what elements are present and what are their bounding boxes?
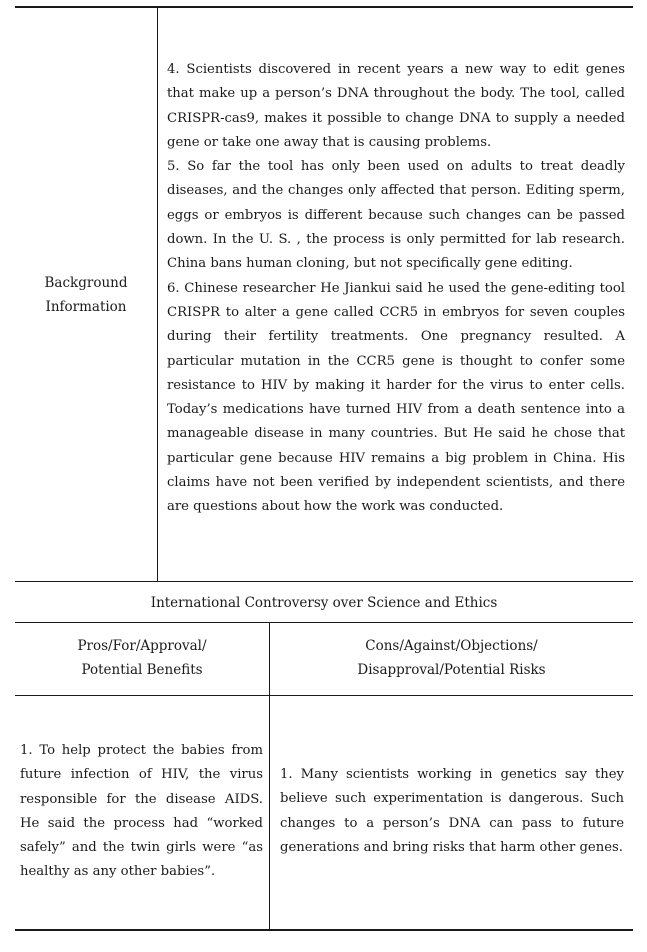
cons-header bbox=[270, 632, 633, 684]
table-bottom-border bbox=[15, 929, 633, 931]
pros-header-line1: Pros/For/Approval/ bbox=[77, 638, 207, 654]
controversy-title: International Controversy over Science and Ethics bbox=[150, 595, 498, 611]
header-bottom-border bbox=[15, 695, 633, 696]
title-bottom-border bbox=[15, 622, 633, 623]
background-paragraph-5: 5. So far the tool has only been used on adults to treat deadly diseases, and the changes only affected that person. Editing sperm, eggs or embryos is different because such changes can be passed down. In the U. S. , the process is only permitted for lab research. China bans human cloning, but not specifically gene editing. bbox=[167, 159, 625, 272]
cons-header-line1: Cons/Against/Objections/ bbox=[365, 638, 538, 654]
background-paragraph-4: 4. Scientists discovered in recent years a new way to edit genes that make up a person’s DNA throughout the body. The tool, called CRISPR-cas9, makes it possible to change DNA to supply a needed gene or take one away that is causing problems. bbox=[167, 62, 625, 150]
pros-header bbox=[15, 632, 269, 684]
background-label-cell bbox=[15, 265, 157, 325]
background-paragraph-6: 6. Chinese researcher He Jiankui said he used the gene-editing tool CRISPR to alter a gene called CCR5 in embryos for seven couples during their fertility treatments. One pregnancy resulted. A particular mutation in the CCR5 gene is thought to confer some resistance to HIV by making it harder for the virus to enter cells. Today’s medications have turned HIV from a death sentence into a manageable disease in many countries. But He said he chose that particular gene because HIV remains a big problem in China. His claims have not been verified by independent scientists, and there are questions about how the work was conducted. bbox=[167, 280, 625, 515]
cons-item-1: 1. Many scientists working in genetics say they believe such experimentation is dangerous. Such changes to a person’s DNA can pass to future generations and bring risks that harm other genes. bbox=[280, 767, 624, 855]
background-label-line2: Information bbox=[45, 299, 127, 315]
background-bottom-border bbox=[15, 581, 633, 582]
background-column-divider bbox=[157, 8, 158, 582]
background-content bbox=[167, 58, 625, 520]
cons-content bbox=[280, 763, 624, 860]
table-top-border bbox=[15, 6, 633, 8]
pros-header-line2: Potential Benefits bbox=[81, 662, 203, 678]
cons-header-line2: Disapproval/Potential Risks bbox=[357, 662, 546, 678]
pros-item-1: 1. To help protect the babies from future infection of HIV, the virus responsible for the disease AIDS. He said the process had “worked safely” and the twin girls were “as healthy as any other babies”. bbox=[20, 743, 263, 880]
pros-content bbox=[20, 739, 263, 885]
background-label-line1: Background bbox=[44, 275, 128, 291]
